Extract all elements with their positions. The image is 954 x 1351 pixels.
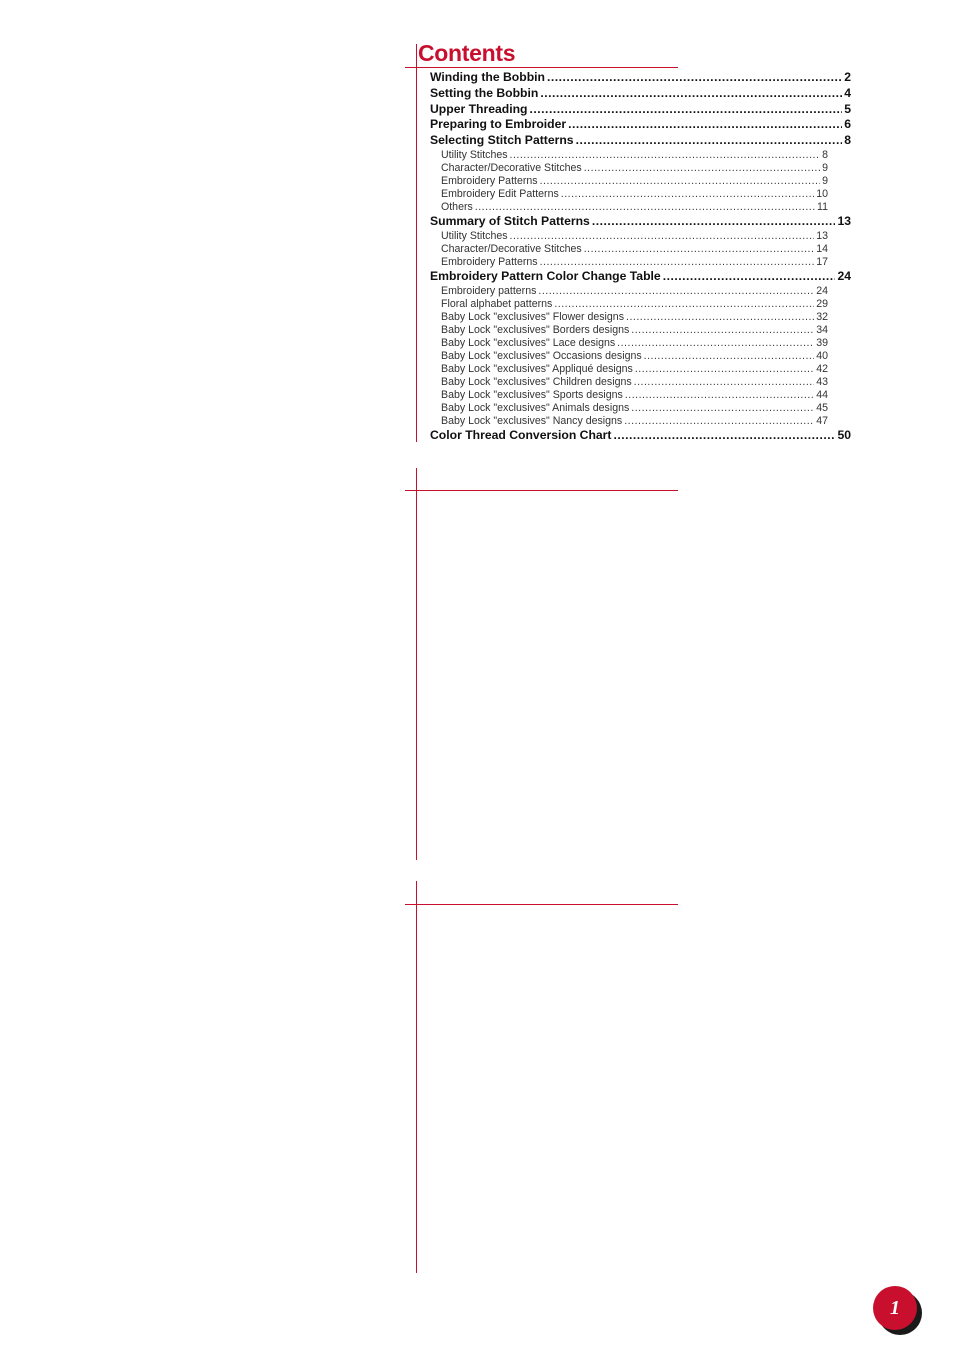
toc-dot-leader: [540, 256, 815, 269]
toc-dot-leader: [475, 201, 815, 214]
toc-dot-leader: [613, 428, 835, 444]
toc-entry-label: Baby Lock "exclusives" Lace designs: [441, 336, 616, 349]
toc-entry-page: 8: [822, 148, 828, 161]
toc-entry-page: 29: [816, 297, 828, 310]
toc-subentry[interactable]: [441, 389, 828, 402]
toc-dot-leader: [635, 363, 814, 376]
toc-entry-label: Upper Threading: [430, 101, 528, 116]
toc-entry-page: 13: [837, 213, 851, 228]
toc-subentry[interactable]: [441, 415, 828, 428]
toc-entry-page: 42: [816, 362, 828, 375]
toc-dot-leader: [568, 117, 842, 133]
toc-entry-label: Character/Decorative Stitches: [441, 242, 582, 255]
toc-entry-page: 14: [816, 242, 828, 255]
toc-entry-label: Others: [441, 200, 473, 213]
toc-entry-page: 45: [816, 401, 828, 414]
toc-dot-leader: [624, 415, 814, 428]
toc-subentry[interactable]: [441, 311, 828, 324]
toc-dot-leader: [510, 149, 821, 162]
toc-entry-label: Utility Stitches: [441, 148, 508, 161]
toc-dot-leader: [530, 102, 843, 118]
toc-entry-page: 2: [844, 70, 851, 84]
toc-subentry[interactable]: [441, 363, 828, 376]
toc-entry-page: 9: [822, 161, 828, 174]
toc-entry-label: Baby Lock "exclusives" Nancy designs: [441, 414, 623, 427]
toc-subentry[interactable]: [441, 324, 828, 337]
toc-entry-label: Preparing to Embroider: [430, 117, 567, 132]
toc-subentry[interactable]: [441, 243, 828, 256]
toc-entry[interactable]: [430, 86, 851, 102]
toc-entry-page: 47: [816, 414, 828, 427]
toc-subentry[interactable]: [441, 337, 828, 350]
toc-entry[interactable]: [430, 133, 851, 149]
page-number: 1: [873, 1286, 917, 1330]
toc-dot-leader: [561, 188, 814, 201]
toc-subentry[interactable]: [441, 285, 828, 298]
toc-entry-label: Setting the Bobbin: [430, 85, 539, 100]
toc-dot-leader: [663, 269, 836, 285]
section-rule-vertical-3: [416, 881, 417, 1273]
toc-subentry[interactable]: [441, 402, 828, 415]
page-title: Contents: [418, 40, 516, 66]
toc-subentry[interactable]: [441, 188, 828, 201]
toc-dot-leader: [540, 175, 821, 188]
toc-subentry[interactable]: [441, 256, 828, 269]
toc-entry-label: Utility Stitches: [441, 229, 508, 242]
toc-subentry[interactable]: [441, 201, 828, 214]
toc-entry-page: 13: [816, 229, 828, 242]
toc-entry-page: 5: [844, 101, 851, 116]
toc-dot-leader: [554, 298, 814, 311]
toc-subentry[interactable]: [441, 149, 828, 162]
toc-entry-page: 11: [817, 200, 828, 213]
toc-entry[interactable]: [430, 214, 851, 230]
toc-dot-leader: [584, 162, 820, 175]
toc-entry-page: 8: [844, 133, 851, 148]
toc-dot-leader: [584, 243, 814, 256]
toc-entry-label: Baby Lock "exclusives" Flower designs: [441, 310, 624, 323]
toc-entry[interactable]: [430, 70, 851, 86]
toc-dot-leader: [592, 214, 836, 230]
toc-dot-leader: [540, 86, 842, 102]
toc-dot-leader: [510, 230, 815, 243]
toc-dot-leader: [576, 133, 843, 149]
toc-dot-leader: [634, 376, 815, 389]
toc-entry-page: 50: [837, 427, 851, 442]
section-rule-horizontal-1: [405, 67, 678, 68]
page-number-badge: [873, 1286, 917, 1330]
toc-entry-page: 43: [816, 375, 828, 388]
toc-entry-label: Embroidery patterns: [441, 284, 537, 297]
toc-entry[interactable]: [430, 117, 851, 133]
toc-entry-label: Winding the Bobbin: [430, 70, 545, 84]
toc-dot-leader: [625, 389, 814, 402]
toc-subentry[interactable]: [441, 376, 828, 389]
toc-entry-label: Embroidery Patterns: [441, 255, 538, 268]
toc-entry-page: 4: [844, 85, 851, 100]
toc-entry-label: Baby Lock "exclusives" Animals designs: [441, 401, 630, 414]
toc-dot-leader: [538, 285, 814, 298]
toc-entry-label: Baby Lock "exclusives" Children designs: [441, 375, 632, 388]
toc-entry-page: 24: [837, 268, 851, 283]
toc-entry-page: 44: [816, 388, 828, 401]
toc-subentry[interactable]: [441, 230, 828, 243]
toc-subentry[interactable]: [441, 350, 828, 363]
table-of-contents: [430, 70, 851, 443]
toc-entry-page: 10: [816, 187, 828, 200]
toc-subentry[interactable]: [441, 175, 828, 188]
toc-subentry[interactable]: [441, 298, 828, 311]
toc-subentry[interactable]: [441, 162, 828, 175]
toc-entry-label: Floral alphabet patterns: [441, 297, 553, 310]
toc-entry-label: Baby Lock "exclusives" Appliqué designs: [441, 362, 633, 375]
toc-entry-label: Character/Decorative Stitches: [441, 161, 582, 174]
toc-entry-page: 17: [816, 255, 828, 268]
toc-entry-page: 39: [816, 336, 828, 349]
toc-entry-page: 6: [844, 117, 851, 132]
toc-entry-label: Embroidery Patterns: [441, 174, 538, 187]
toc-entry-page: 34: [816, 323, 828, 336]
toc-entry[interactable]: [430, 269, 851, 285]
section-rule-vertical-2: [416, 468, 417, 860]
toc-entry-label: Color Thread Conversion Chart: [430, 427, 612, 442]
section-rule-vertical-1: [416, 44, 417, 442]
toc-entry-page: 32: [816, 310, 828, 323]
toc-entry[interactable]: [430, 102, 851, 118]
section-rule-horizontal-2: [405, 490, 678, 491]
toc-entry-label: Embroidery Pattern Color Change Table: [430, 268, 661, 283]
toc-entry-label: Baby Lock "exclusives" Occasions designs: [441, 349, 642, 362]
toc-entry-label: Baby Lock "exclusives" Borders designs: [441, 323, 630, 336]
toc-dot-leader: [626, 311, 814, 324]
toc-dot-leader: [617, 337, 814, 350]
toc-entry-page: 40: [816, 349, 828, 362]
toc-entry-page: 9: [822, 174, 828, 187]
toc-dot-leader: [644, 350, 815, 363]
section-rule-horizontal-3: [405, 904, 678, 905]
toc-dot-leader: [631, 324, 814, 337]
toc-entry-page: 24: [816, 284, 828, 297]
toc-entry[interactable]: [430, 428, 851, 444]
toc-entry-label: Summary of Stitch Patterns: [430, 213, 590, 228]
toc-entry-label: Baby Lock "exclusives" Sports designs: [441, 388, 623, 401]
toc-entry-label: Selecting Stitch Patterns: [430, 133, 574, 148]
toc-dot-leader: [631, 402, 814, 415]
toc-dot-leader: [547, 70, 842, 86]
toc-entry-label: Embroidery Edit Patterns: [441, 187, 559, 200]
